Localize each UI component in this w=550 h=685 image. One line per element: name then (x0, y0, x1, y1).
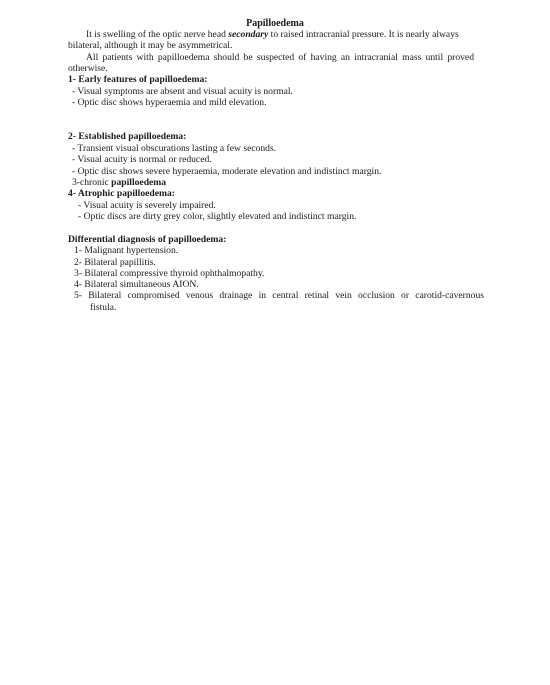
heading-prefix: 3-chronic (72, 177, 112, 188)
emphasis-secondary: secondary (228, 29, 269, 40)
heading-text: papilloedema (111, 177, 167, 188)
list-item: - Visual acuity is normal or reduced. (72, 154, 212, 165)
intro-line-3: All patients with papilloedema should be suspected of having an intracranial mass until proved (86, 52, 474, 63)
differential-heading: Differential diagnosis of papilloedema: (68, 234, 227, 245)
list-item: - Visual acuity is severely impaired. (78, 200, 216, 211)
list-item: 1- Malignant hypertension. (74, 245, 179, 256)
intro-text: It is swelling of the optic nerve head (86, 29, 229, 40)
list-item: - Transient visual obscurations lasting a few seconds. (72, 143, 277, 154)
list-item: - Optic discs are dirty grey color, slightly elevated and indistinct margin. (78, 211, 357, 222)
section-heading-established: 2- Established papilloedema: (68, 131, 187, 142)
list-item: 4- Bilateral simultaneous AION. (74, 279, 199, 290)
list-item: 5- Bilateral compromised venous drainage in central retinal vein occlusion or carotid-cavernous (74, 290, 484, 301)
list-item: - Optic disc shows hyperaemia and mild elevation. (72, 97, 267, 108)
section-heading-early: 1- Early features of papilloedema: (68, 74, 208, 85)
list-item-continuation: fistula. (90, 302, 117, 313)
intro-text: to raised intracranial pressure. It is nearly always (268, 29, 459, 40)
list-item: 3- Bilateral compressive thyroid ophthalmopathy. (74, 268, 265, 279)
section-heading-atrophic: 4- Atrophic papilloedema: (68, 188, 175, 199)
list-item: 2- Bilateral papillitis. (74, 257, 156, 268)
list-item: - Visual symptoms are absent and visual acuity is normal. (72, 86, 293, 97)
intro-line-4: otherwise. (68, 63, 108, 74)
document-title: Papilloedema (246, 18, 304, 29)
intro-line-2: bilateral, although it may be asymmetrical. (68, 40, 233, 51)
list-item: - Optic disc shows severe hyperaemia, moderate elevation and indistinct margin. (72, 166, 382, 177)
section-heading-chronic (72, 177, 166, 189)
intro-line-1 (86, 29, 459, 41)
